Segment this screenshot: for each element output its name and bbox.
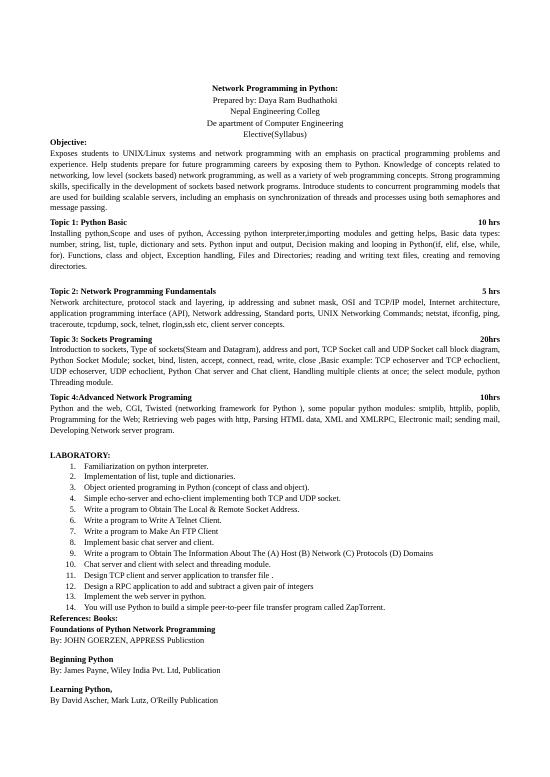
document-title: Network Programming in Python:	[211, 83, 339, 93]
topic-section	[50, 218, 500, 273]
college-name: Nepal Engineering Colleg	[230, 106, 320, 116]
topic-title: Topic 2: Network Programming Fundamentals	[50, 286, 216, 296]
topic-hours: 5 hrs	[482, 286, 500, 296]
department-name: De apartment of Computer Engineering	[206, 117, 344, 128]
lab-item: 12. Design a RPC application to add and subtract a given pair of integers	[78, 582, 500, 593]
topic-heading-row	[50, 335, 500, 346]
lab-item: 8. Implement basic chat server and client.	[78, 538, 500, 549]
lab-item: 9. Write a program to Obtain The Information About The (A) Host (B) Network (C) Protocols (D) Domains	[78, 549, 500, 560]
topic-text: Network architecture, protocol stack and layering, ip addressing and subnet mask, OSI and TCP/IP model, Internet architecture, application programming interface (API), Network addressing, Standard ports, UNIX Networking Commands; netstat, ifconfig, ping, traceroute, tcpdump, sock, telnet, rlogin,ssh etc, client server concepts.	[50, 297, 500, 329]
prepared-by: Prepared by: Daya Ram Budhathoki	[212, 94, 338, 105]
book-title: Learning Python,	[50, 684, 113, 694]
book-title: Beginning Python	[50, 654, 114, 664]
topic-text: Introduction to sockets, Type of sockets(Steam and Datagram), address and port, TCP Socket call and UDP Socket call block diagram, Python Socket Module; socket, bind, listen, accept, connect, read, write, close ,Basic example: TCP echoserver and TCP echoclient, UDP echoserver, UDP echoclient, Python Chat server and Chat client, Handling multiple clients at once; the select module, python Threading module.	[50, 345, 500, 388]
topic-heading-row	[50, 287, 500, 298]
objective-heading: Objective:	[50, 138, 87, 147]
topic-section	[50, 335, 500, 390]
topic-hours: 20hrs	[480, 334, 500, 344]
lab-item: 3. Object oriented programing in Python (concept of class and object).	[78, 483, 500, 494]
book-author: By David Ascher, Mark Lutz, O'Reilly Publication	[50, 695, 218, 705]
topic-title: Topic 1: Python Basic	[50, 218, 127, 228]
laboratory-heading: LABORATORY:	[50, 450, 111, 460]
lab-item: 4. Simple echo-server and echo-client implementing both TCP and UDP socket.	[78, 494, 500, 505]
elective-label: Elective(Syllabus)	[243, 129, 307, 139]
lab-item: 13. Implement the web server in python.	[78, 592, 500, 603]
objective-text: Exposes students to UNIX/Linux systems and network programming with an emphasis on practical programming problems and experience. Help students prepare for future programming careers by exposing them to Python. Knowledge of concepts related to networking, low level (sockets based) network programming, as well as a variety of web programming concepts. Strong programming skills, specifically in the development of sockets based network programs. Introduce students to concurrent programming models that are used for building scalable servers, including an emphasis on synchronization of threads and processes using both semaphores and message passing.	[50, 148, 500, 213]
topic-heading-row	[50, 218, 500, 229]
topic-hours: 10 hrs	[478, 218, 500, 228]
topic-title: Topic 3: Sockets Programing	[50, 334, 153, 344]
topic-heading-row	[50, 393, 500, 404]
topic-text: Installing python,Scope and uses of python, Accessing python interpreter,importing modules and getting helps, Basic data types: number, string, list, tuple, dictionary and sets. Python input and output, Decision making and looping in Python(if, elif, else, while, for). Functions, class and object, Exception handling, Files and Directories; reading and writing text files, creating and removing directories.	[50, 229, 500, 271]
references-heading: References: Books:	[50, 614, 118, 624]
lab-item: 11. Design TCP client and server application to transfer file .	[78, 571, 500, 582]
document-header	[50, 83, 500, 141]
laboratory-list	[50, 462, 500, 615]
book-author: By: JOHN GOERZEN, APPRESS Publicstion	[50, 636, 205, 646]
lab-item: 1. Familiarization on python interpreter.	[78, 462, 500, 473]
lab-item: 14. You will use Python to build a simple peer-to-peer file transfer program called ZapTorrent.	[78, 603, 500, 614]
topic-section	[50, 287, 500, 331]
topic-section	[50, 393, 500, 437]
lab-item: 6. Write a program to Write A Telnet Client.	[78, 516, 500, 527]
lab-item: 7. Write a program to Make An FTP Client	[78, 527, 500, 538]
lab-item: 2. Implementation of list, tuple and dictionaries.	[78, 472, 500, 483]
topic-hours: 10hrs	[480, 393, 500, 403]
topic-title: Topic 4:Advanced Network Programing	[50, 393, 192, 403]
book-author: By: James Payne, Wiley India Pvt. Ltd, Publication	[50, 665, 221, 675]
topic-text: Python and the web, CGI, Twisted (networking framework for Python ), some popular python modules: smtplib, httplib, poplib, Programming for the Web; Retrieving web pages with http, Parsing HTML data, XML and XMLRPC, Electronic mail; sending mail, Developing Network server program.	[50, 403, 500, 435]
book-title: Foundations of Python Network Programming	[50, 625, 216, 635]
lab-item: 5. Write a program to Obtain The Local & Remote Socket Address.	[78, 505, 500, 516]
document-body	[50, 138, 500, 707]
lab-item: 10. Chat server and client with select and threading module.	[78, 560, 500, 571]
